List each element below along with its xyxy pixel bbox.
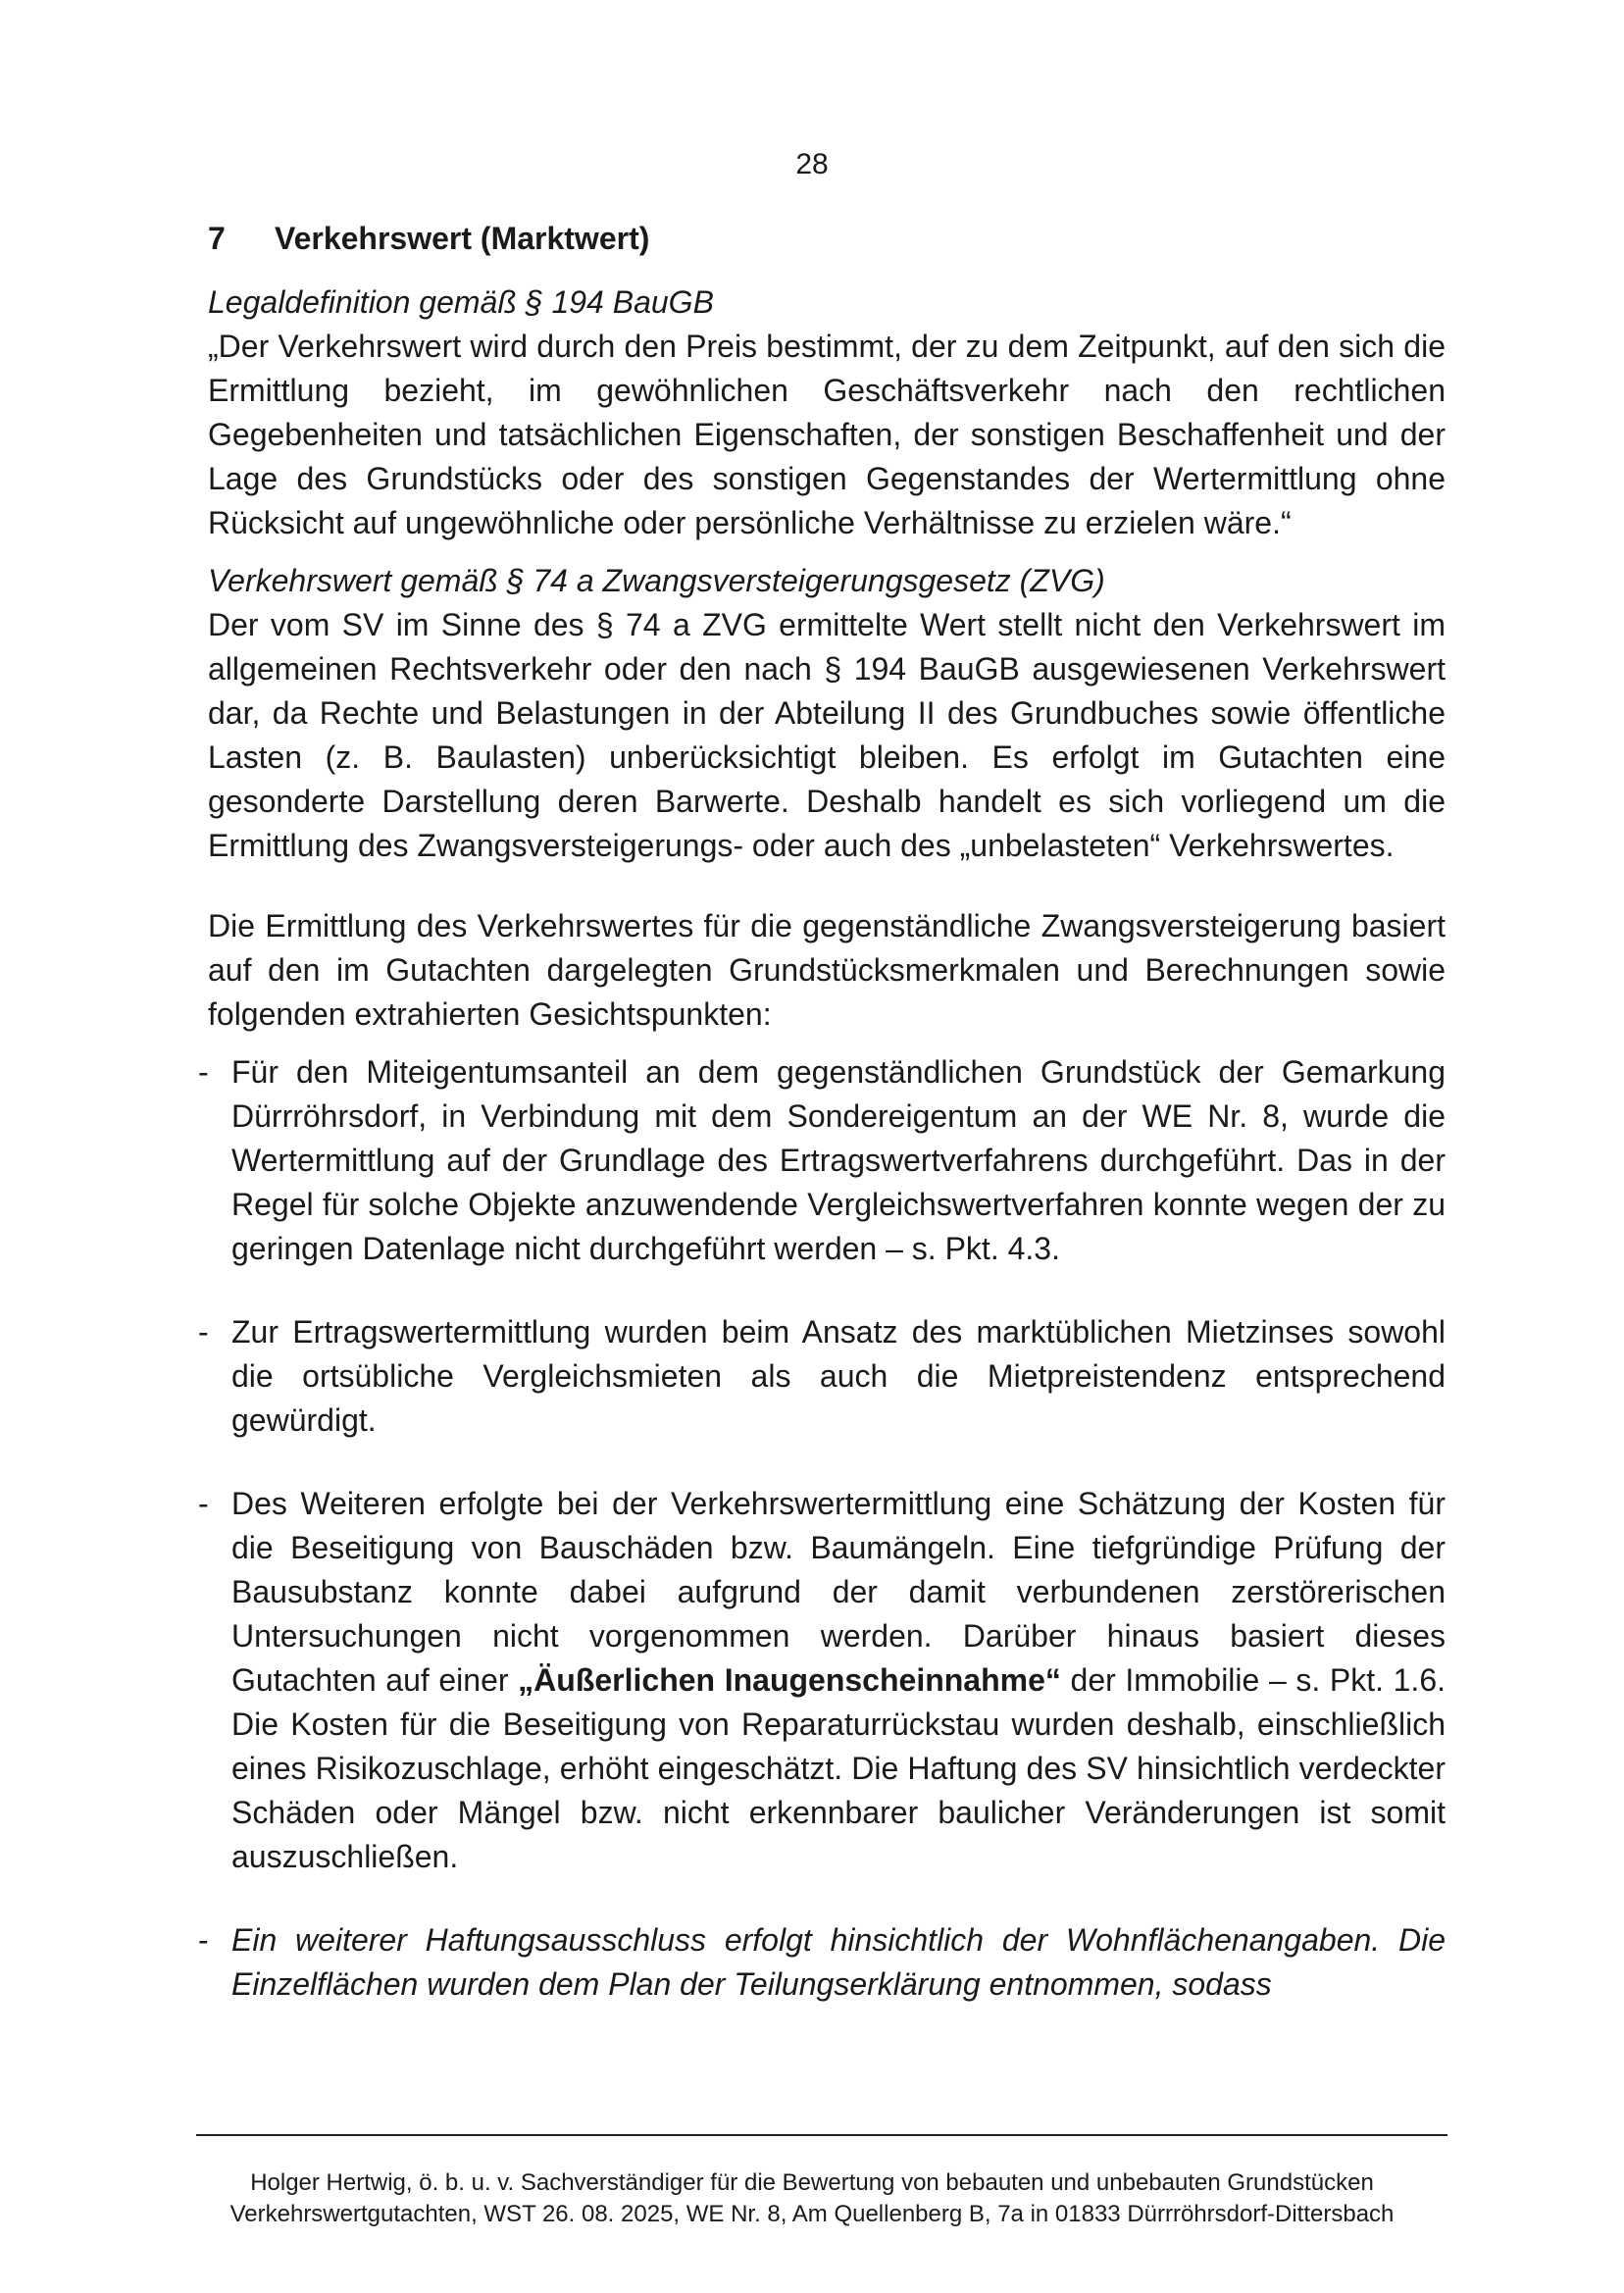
bullet-dash: - — [198, 1054, 209, 1090]
list-item — [198, 1482, 1446, 1879]
section-heading — [208, 219, 1446, 258]
page-number: 28 — [795, 148, 829, 180]
bullet-text-damages-part2: der Immobilie – s. Pkt. 1.6. Die Kosten für die Beseitigung von Reparaturrückstau wurden deshalb, einschließlich eines Risikozuschlage, erhöht eingeschätzt. Die Haftung des SV hinsichtlich verdeckter Schäden oder Mängel bzw. nicht erkennbarer baulicher Veränderungen ist somit auszuschließen. — [231, 1662, 1446, 1874]
bullet-dash: - — [198, 1314, 209, 1350]
page-footer — [0, 2167, 1624, 2230]
section-number: 7 — [208, 221, 226, 256]
bullet-text-inspection-emphasis: „Äußerlichen Inaugenscheinnahme“ — [518, 1662, 1061, 1698]
section-title: Verkehrswert (Marktwert) — [275, 221, 650, 256]
bullet-text-rent: Zur Ertragswertermittlung wurden beim Ansatz des marktüblichen Mietzinses sowohl die ortsübliche Vergleichsmieten als auch die Mietpreistendenz entsprechend gewürdigt. — [231, 1314, 1446, 1438]
zvg-definition-text: Der vom SV im Sinne des § 74 a ZVG ermittelte Wert stellt nicht den Verkehrswert im allgemeinen Rechtsverkehr oder den nach § 194 BauGB ausgewiesenen Verkehrswert dar, da Rechte und Belastungen in der Abteilung II des Grundbuches sowie öffentliche Lasten (z. B. Baulasten) unberücksichtigt bleiben. Es erfolgt im Gutachten eine gesonderte Darstellung deren Barwerte. Deshalb handelt es sich vorliegend um die Ermittlung des Zwangsversteigerungs- oder auch des „unbelasteten“ Verkehrswertes. — [208, 607, 1446, 863]
list-item — [198, 1310, 1446, 1443]
list-item — [198, 1050, 1446, 1271]
document-body — [198, 219, 1446, 2007]
bullet-text-damages-part1: Des Weiteren erfolgte bei der Verkehrswertermittlung eine Schätzung der Kosten für die Beseitigung von Bauschäden bzw. Baumängeln. Eine tiefgründige Prüfung der Bausubstanz konnte dabei aufgrund der damit verbundenen zerstörerischen Untersuchungen nicht vorgenommen werden. Darüber hinaus basiert dieses Gutachten auf einer — [231, 1486, 1446, 1698]
footer-line-report: Verkehrswertgutachten, WST 26. 08. 2025, WE Nr. 8, Am Quellenberg B, 7a in 01833 Dürrröhrsdorf-Dittersbach — [229, 2201, 1395, 2227]
legal-definition-text: „Der Verkehrswert wird durch den Preis bestimmt, der zu dem Zeitpunkt, auf den sich die Ermittlung bezieht, im gewöhnlichen Geschäftsverkehr nach den rechtlichen Gegebenheiten und tatsächlichen Eigenschaften, der sonstigen Beschaffenheit und der Lage des Grundstücks oder des sonstigen Gegenstandes der Wertermittlung ohne Rücksicht auf ungewöhnliche oder persönliche Verhältnisse zu erzielen wäre.“ — [208, 329, 1446, 540]
bullet-dash: - — [198, 1486, 209, 1521]
legal-definition-title: Legaldefinition gemäß § 194 BauGB — [208, 284, 714, 320]
footer-line-author: Holger Hertwig, ö. b. u. v. Sachverständiger für die Bewertung von bebauten und unbebauten Grundstücken — [250, 2169, 1374, 2196]
list-item — [198, 1918, 1446, 2007]
zvg-definition-title: Verkehrswert gemäß § 74 a Zwangsversteigerungsgesetz (ZVG) — [208, 563, 1105, 598]
bullet-text-valuation-method: Für den Miteigentumsanteil an dem gegenständlichen Grundstück der Gemarkung Dürrröhrsdorf, in Verbindung mit dem Sondereigentum an der WE Nr. 8, wurde die Wertermittlung auf der Grundlage des Ertragswertverfahrens durchgeführt. Das in der Regel für solche Objekte anzuwendende Vergleichswertverfahren konnte wegen der zu geringen Datenlage nicht durchgeführt werden – s. Pkt. 4.3. — [231, 1054, 1446, 1266]
intro-paragraph: Die Ermittlung des Verkehrswertes für die gegenständliche Zwangsversteigerung basiert auf den im Gutachten dargelegten Grundstücksmerkmalen und Berechnungen sowie folgenden extrahierten Gesichtspunkten: — [208, 908, 1446, 1032]
footer-divider — [196, 2134, 1447, 2136]
bullet-dash: - — [198, 1922, 209, 1958]
bullet-text-liability: Ein weiterer Haftungsausschluss erfolgt hinsichtlich der Wohnflächenangaben. Die Einzelflächen wurden dem Plan der Teilungserklärung entnommen, sodass — [231, 1922, 1446, 2002]
bullet-text-damages — [231, 1482, 1446, 1879]
